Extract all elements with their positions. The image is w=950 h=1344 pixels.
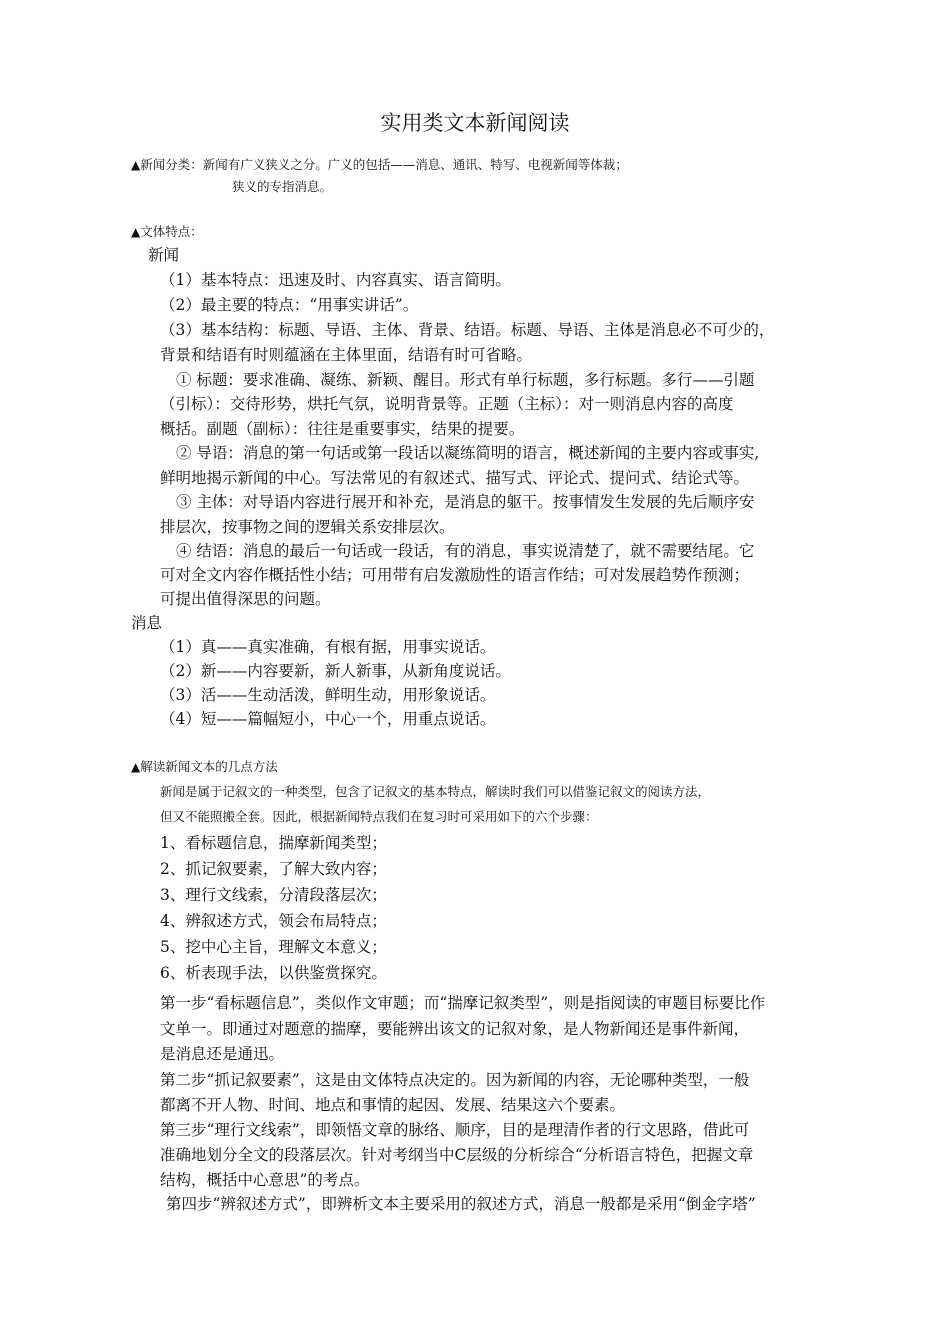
step-explanation-line: 文单一。即通过对题意的揣摩，要能辨出该文的记叙对象，是人物新闻还是事件新闻，	[160, 1020, 750, 1038]
feature-line: 排层次，按事物之间的逻辑关系安排层次。	[160, 518, 455, 536]
feature-line: ② 导语：消息的第一句话或第一段话以凝练简明的语言，概述新闻的主要内容或事实,	[176, 444, 760, 462]
message-item: （1）真——真实准确，有根有据，用事实说话。	[160, 638, 496, 656]
step-explanation-line: 都离不开人物、时间、地点和事情的起因、发展、结果这六个要素。	[160, 1096, 626, 1114]
feature-line: ③ 主体：对导语内容进行展开和补充，是消息的躯干。按事情发生发展的先后顺序安	[176, 493, 755, 511]
step-explanation-line: 第二步“抓记叙要素”，这是由文体特点决定的。因为新闻的内容，无论哪种类型，一般	[160, 1071, 750, 1089]
features-heading	[131, 223, 203, 241]
methods-heading	[131, 758, 278, 776]
step-explanation-line: 结构，概括中心意思”的考点。	[160, 1171, 370, 1189]
classification-text: 新闻分类：新闻有广义狭义之分。广义的包括——消息、通讯、特写、电视新闻等体裁；	[140, 157, 628, 172]
step-item: 3、理行文线索，分清段落层次；	[160, 886, 387, 904]
page-title: 实用类文本新闻阅读	[380, 111, 570, 135]
message-item: （3）活——生动活泼，鲜明生动，用形象说话。	[160, 686, 496, 704]
message-item: （4）短——篇幅短小，中心一个，用重点说话。	[160, 710, 496, 728]
bullet-triangle-icon: ▲	[131, 760, 141, 774]
step-explanation-line: 准确地划分全文的段落层次。针对考纲当中C层级的分析综合“分析语言特色，把握文章	[160, 1146, 754, 1164]
feature-line: 可提出值得深思的问题。	[160, 590, 331, 608]
feature-line: 背景和结语有时则蕴涵在主体里面，结语有时可省略。	[160, 346, 533, 364]
methods-intro-line: 新闻是属于记叙文的一种类型，包含了记叙文的基本特点，解读时我们可以借鉴记叙文的阅读方法，	[160, 784, 711, 799]
features-heading-text: 文体特点：	[140, 224, 203, 239]
step-explanation-line: 第三步“理行文线索”，即领悟文章的脉络、顺序，目的是理清作者的行文思路，借此可	[160, 1121, 750, 1139]
classification-line-2: 狭义的专指消息。	[232, 179, 333, 194]
feature-line: （3）基本结构：标题、导语、主体、背景、结语。标题、导语、主体是消息必不可少的，	[160, 321, 775, 339]
step-item: 1、看标题信息，揣摩新闻类型；	[160, 834, 387, 852]
feature-line: ④ 结语：消息的最后一句话或一段话，有的消息，事实说清楚了，就不需要结尾。它	[176, 542, 755, 560]
step-item: 5、挖中心主旨，理解文本意义；	[160, 938, 387, 956]
step-item: 2、抓记叙要素，了解大致内容；	[160, 860, 387, 878]
message-item: （2）新——内容要新，新人新事，从新角度说话。	[160, 662, 511, 680]
step-explanation-line: 是消息还是通迅。	[160, 1045, 285, 1063]
step-item: 4、辨叙述方式，领会布局特点；	[160, 912, 387, 930]
bullet-triangle-icon: ▲	[131, 225, 141, 239]
message-label: 消息	[131, 614, 163, 632]
step-item: 6、析表现手法，以供鉴赏探究。	[160, 964, 387, 982]
feature-line: （1）基本特点：迅速及时、内容真实、语言简明。	[160, 271, 511, 289]
methods-heading-text: 解读新闻文本的几点方法	[140, 759, 278, 774]
feature-line: （2）最主要的特点：“用事实讲话”。	[160, 296, 419, 314]
news-label: 新闻	[148, 246, 180, 264]
feature-line: 鲜明地揭示新闻的中心。写法常见的有叙述式、描写式、评论式、提问式、结论式等。	[160, 469, 750, 487]
methods-intro-line: 但又不能照搬全套。因此，根据新闻特点我们在复习时可采用如下的六个步骤：	[160, 809, 598, 824]
classification-line-1	[131, 156, 628, 174]
bullet-triangle-icon: ▲	[131, 158, 141, 172]
step-explanation-line: 第一步“看标题信息”，类似作文审题；而“揣摩记叙类型”，则是指阅读的审题目标要比作	[160, 994, 766, 1012]
feature-line: ① 标题：要求准确、凝练、新颖、醒目。形式有单行标题，多行标题。多行——引题	[176, 371, 755, 389]
step-explanation-line: 第四步“辨叙述方式”，即辨析文本主要采用的叙述方式，消息一般都是采用“倒金字塔”	[166, 1195, 756, 1213]
feature-line: 可对全文内容作概括性小结；可用带有启发激励性的语言作结；可对发展趋势作预测；	[160, 566, 750, 584]
feature-line: 概括。副题（副标）：往往是重要事实，结果的提要。	[160, 420, 525, 438]
feature-line: （引标）：交待形势，烘托气氛，说明背景等。正题（主标）：对一则消息内容的高度	[160, 395, 734, 413]
